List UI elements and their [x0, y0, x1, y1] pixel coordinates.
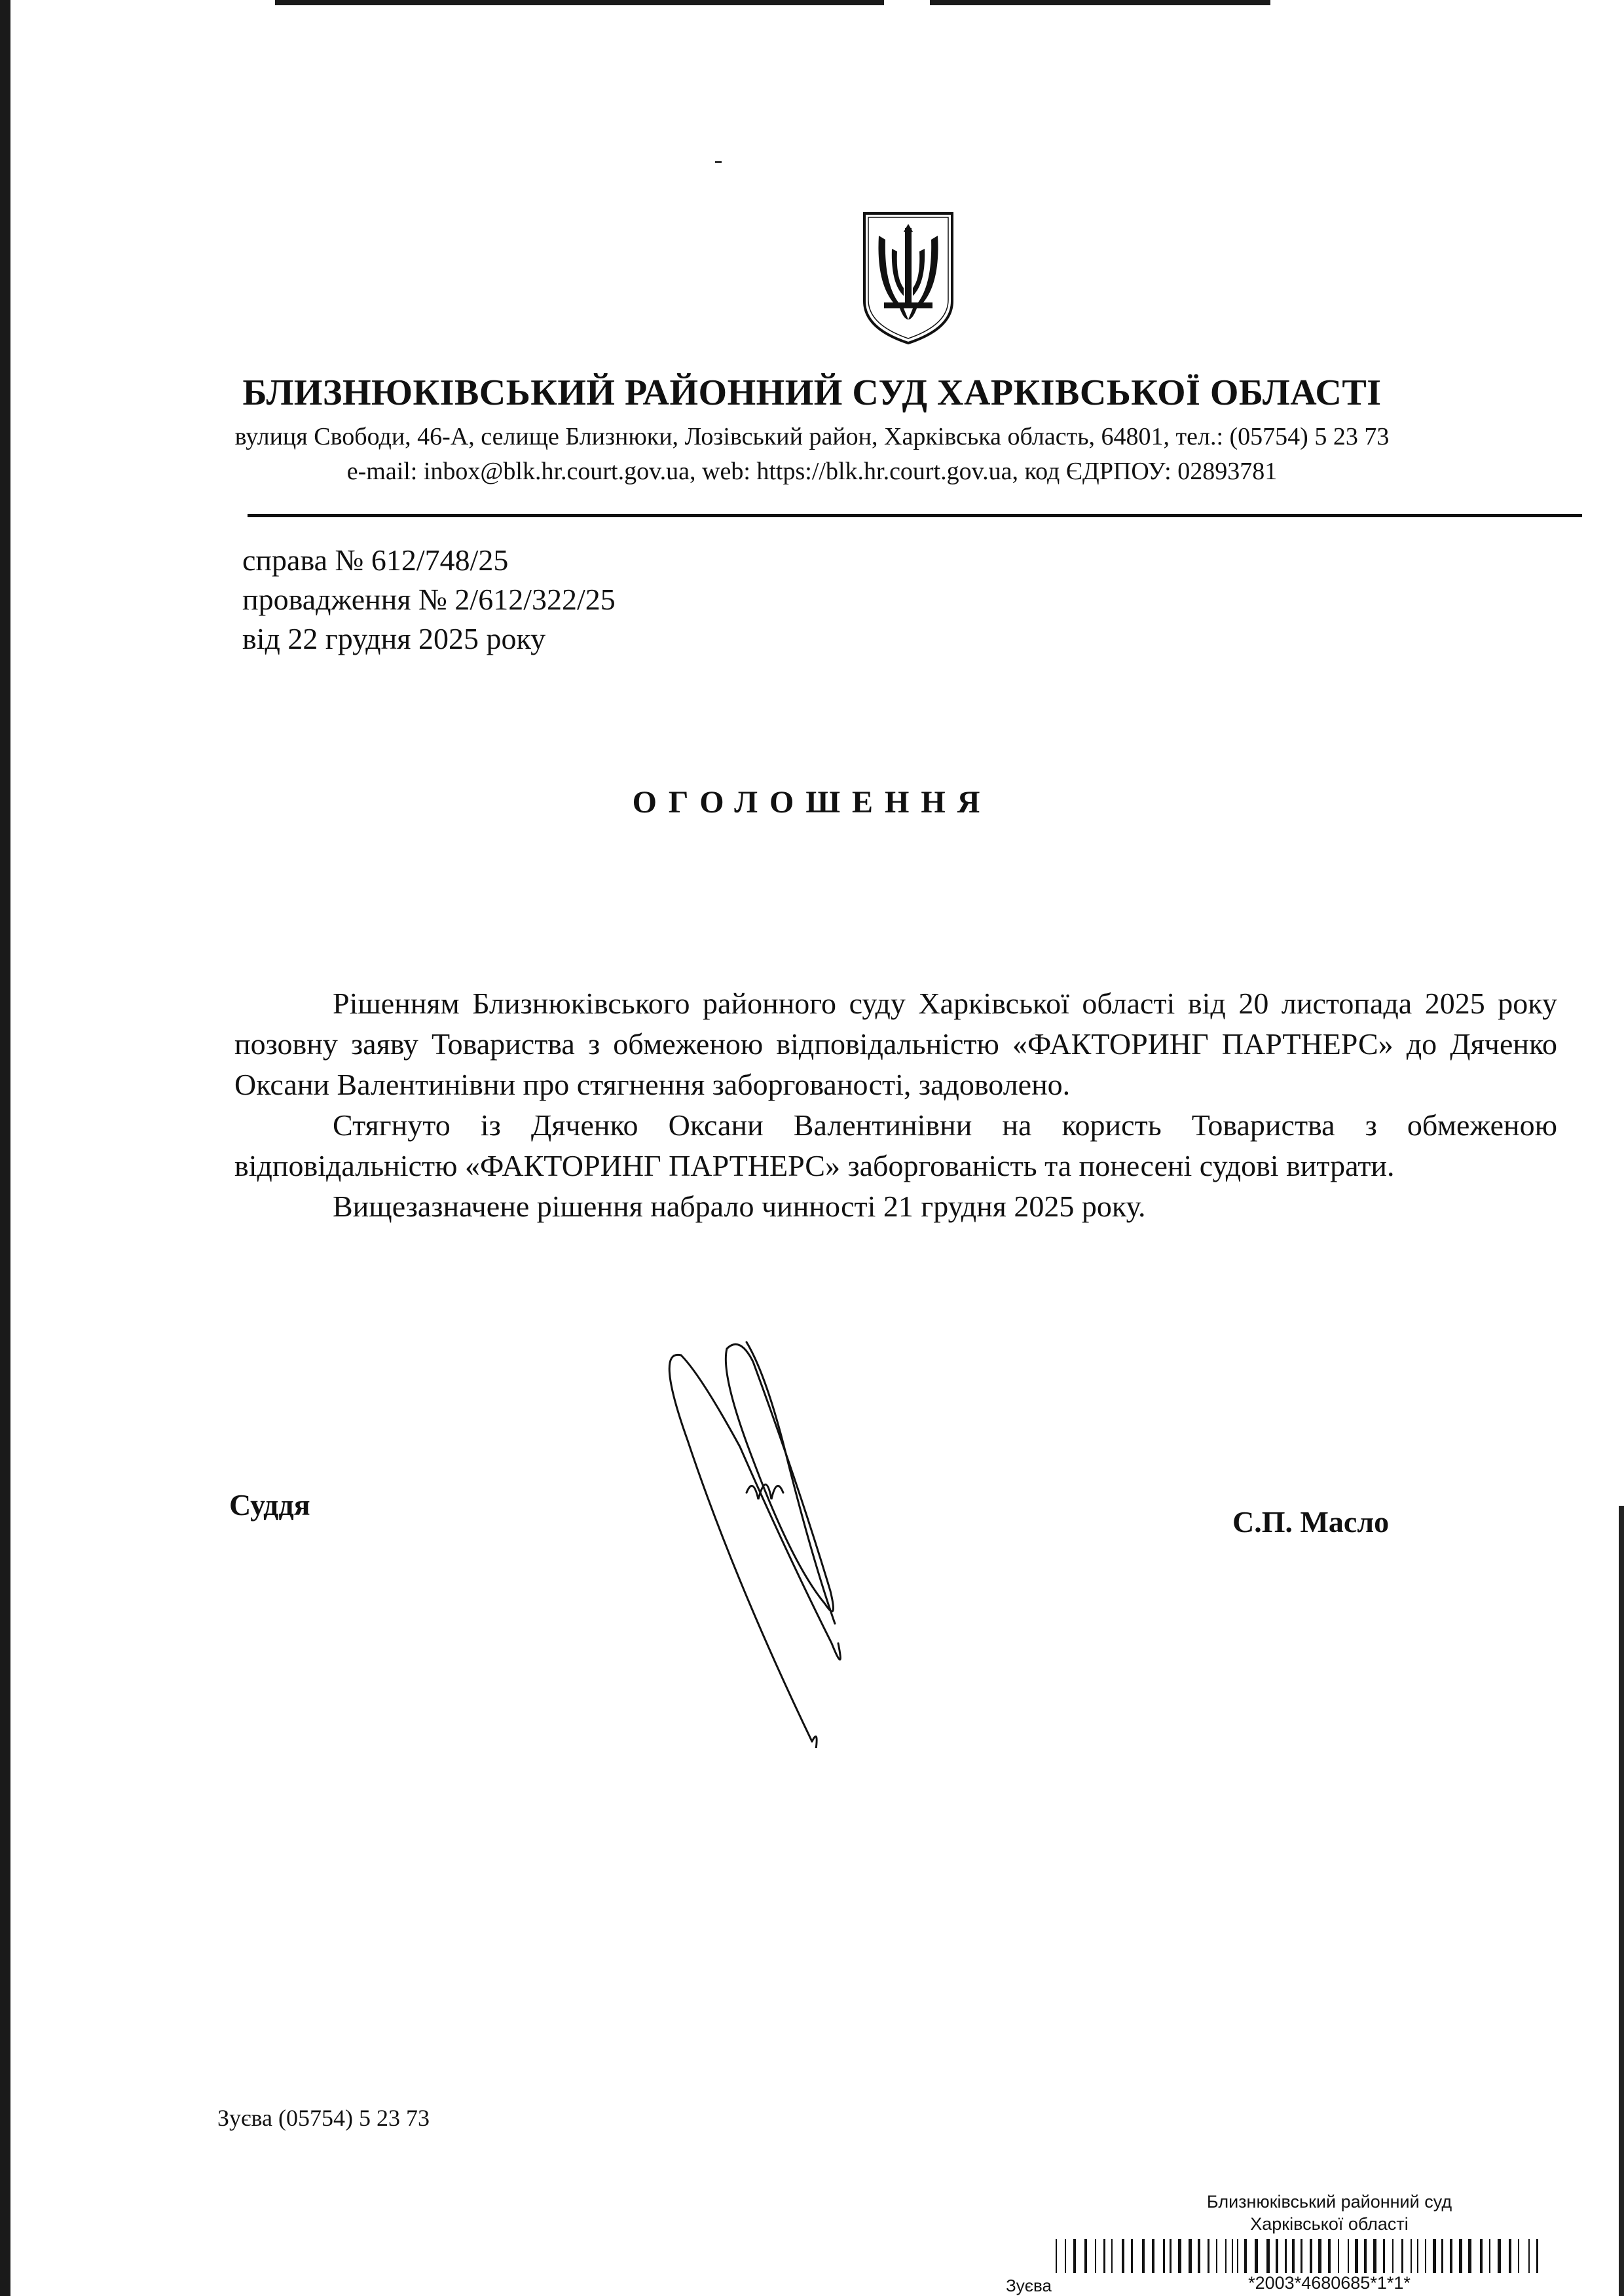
barcode-bar	[1328, 2239, 1331, 2273]
barcode-bar	[1333, 2239, 1336, 2273]
barcode-bar	[1318, 2239, 1321, 2273]
barcode-bar	[1073, 2239, 1076, 2273]
barcode-bar	[1163, 2239, 1165, 2273]
registry-author: Зуєва	[1006, 2276, 1052, 2295]
barcode-bar	[1261, 2239, 1264, 2273]
barcode-bar	[1368, 2239, 1371, 2273]
coat-of-arms-icon	[860, 210, 956, 347]
barcode-bar	[1414, 2239, 1416, 2273]
barcode-bar	[1425, 2239, 1426, 2273]
barcode-bar	[1459, 2239, 1462, 2273]
barcode-bar	[1135, 2239, 1139, 2273]
barcode-bar	[1065, 2239, 1066, 2273]
barcode-bar	[1178, 2239, 1181, 2273]
barcode-bar	[1364, 2239, 1367, 2273]
barcode-bar	[1292, 2239, 1295, 2273]
barcode-bar	[1441, 2239, 1443, 2273]
executor-contact: Зуєва (05754) 5 23 73	[217, 2105, 430, 2131]
barcode-bar	[1324, 2239, 1326, 2273]
barcode-bar	[1518, 2239, 1519, 2273]
barcode-bar	[1528, 2239, 1530, 2273]
announcement-body	[234, 983, 1557, 1227]
barcode-bar	[1464, 2239, 1466, 2273]
barcode-bar	[1383, 2239, 1385, 2273]
barcode-bar	[1373, 2239, 1376, 2273]
barcode-bar	[1297, 2239, 1299, 2273]
barcode-bar	[1514, 2239, 1515, 2273]
barcode-bar	[1107, 2239, 1108, 2273]
barcode-bar	[1059, 2239, 1061, 2273]
barcode-bar	[1170, 2239, 1172, 2273]
barcode-bar	[1388, 2239, 1391, 2273]
barcode-bar	[1115, 2239, 1118, 2273]
barcode-bar	[1454, 2239, 1456, 2273]
barcode-bar	[1498, 2239, 1501, 2273]
scan-edge-left	[0, 0, 10, 2296]
barcode-bar	[1127, 2239, 1130, 2273]
barcode-bar	[1301, 2239, 1302, 2273]
barcode-bar	[1221, 2239, 1224, 2273]
barcode-bar	[1211, 2239, 1213, 2273]
court-contacts: e-mail: inbox@blk.hr.court.gov.ua, web: https://blk.hr.court.gov.ua, код ЄДРПОУ: 02893781	[346, 458, 1278, 485]
barcode-bar	[1234, 2239, 1236, 2273]
judge-role: Суддя	[229, 1488, 310, 1522]
scan-edge-right	[1619, 1506, 1624, 2296]
barcode-bar	[1348, 2239, 1349, 2273]
barcode-bar	[1131, 2239, 1133, 2273]
barcode-bar	[1099, 2239, 1101, 2273]
barcode-bar	[1152, 2239, 1154, 2273]
barcode-bar	[1509, 2239, 1511, 2273]
barcode-bar	[1474, 2239, 1477, 2273]
barcode-bar	[1237, 2239, 1238, 2273]
barcode-bar	[1255, 2239, 1258, 2273]
barcode-bar	[1142, 2239, 1145, 2273]
scan-speck	[715, 161, 722, 163]
barcode-bar	[1280, 2239, 1282, 2273]
barcode-bar	[1485, 2239, 1487, 2273]
registry-barcode	[1056, 2239, 1540, 2273]
court-name: БЛИЗНЮКІВСЬКИЙ РАЙОННИЙ СУД ХАРКІВСЬКОЇ ОБЛАСТІ	[242, 373, 1382, 413]
registry-court-line: Близнюківський районний суд	[1206, 2192, 1452, 2212]
barcode-bar	[1352, 2239, 1354, 2273]
document-date: від 22 грудня 2025 року	[242, 622, 546, 655]
barcode-bar	[1216, 2239, 1217, 2273]
barcode-bar	[1504, 2239, 1507, 2273]
header-divider	[248, 514, 1582, 517]
barcode-bar	[1090, 2239, 1092, 2273]
barcode-bar	[1310, 2239, 1312, 2273]
barcode-bar	[1095, 2239, 1096, 2273]
registry-court-line: Харківської області	[1250, 2214, 1409, 2234]
barcode-bar	[1314, 2239, 1316, 2273]
barcode-bar	[1433, 2239, 1436, 2273]
body-paragraph: Рішенням Близнюківського районного суду Харківської області від 20 листопада 2025 року позовну заяву Товариства з обмеженою відповідальністю «ФАКТОРИНГ ПАРТНЕРС» до Дяченко Оксани Валентинівни про стягнення заборгованості, задоволено.	[234, 987, 1557, 1101]
barcode-bar	[1250, 2239, 1251, 2273]
barcode-bar	[1276, 2239, 1279, 2273]
barcode-bar	[1228, 2239, 1230, 2273]
barcode-bar	[1379, 2239, 1380, 2273]
barcode-bar	[1056, 2239, 1057, 2273]
judge-name: С.П. Масло	[1232, 1505, 1390, 1539]
scan-edge-top	[930, 0, 1270, 5]
barcode-bar	[1285, 2239, 1287, 2273]
barcode-bar	[1122, 2239, 1124, 2273]
barcode-bar	[1422, 2239, 1424, 2273]
barcode-bar	[1437, 2239, 1439, 2273]
barcode-number: *2003*4680685*1*1*	[1248, 2273, 1411, 2293]
barcode-bar	[1411, 2239, 1412, 2273]
registry-stamp-court	[1139, 2191, 1519, 2235]
barcode-bar	[1147, 2239, 1149, 2273]
barcode-bar	[1342, 2239, 1345, 2273]
barcode-bar	[1522, 2239, 1525, 2273]
barcode-bar	[1532, 2239, 1534, 2273]
barcode-bar	[1166, 2239, 1168, 2273]
barcode-bar	[1079, 2239, 1082, 2273]
barcode-bar	[1173, 2239, 1175, 2273]
barcode-bar	[1289, 2239, 1290, 2273]
barcode-bar	[1198, 2239, 1200, 2273]
barcode-bar	[1158, 2239, 1161, 2273]
barcode-bar	[1536, 2239, 1538, 2273]
barcode-bar	[1396, 2239, 1398, 2273]
barcode-bar	[1232, 2239, 1233, 2273]
barcode-bar	[1240, 2239, 1243, 2273]
barcode-bar	[1417, 2239, 1418, 2273]
barcode-bar	[1272, 2239, 1273, 2273]
barcode-bar	[1407, 2239, 1408, 2273]
barcode-bar	[1401, 2239, 1403, 2273]
barcode-bar	[1392, 2239, 1393, 2273]
barcode-bar	[1204, 2239, 1206, 2273]
barcode-bar	[1305, 2239, 1307, 2273]
barcode-bar	[1355, 2239, 1358, 2273]
barcode-bar	[1225, 2239, 1227, 2273]
barcode-bar	[1428, 2239, 1431, 2273]
barcode-bar	[1208, 2239, 1209, 2273]
case-number: справа № 612/748/25	[242, 543, 509, 577]
barcode-bar	[1189, 2239, 1192, 2273]
barcode-bar	[1338, 2239, 1339, 2273]
barcode-bar	[1360, 2239, 1361, 2273]
document-title: ОГОЛОШЕННЯ	[632, 785, 992, 820]
body-paragraph: Стягнуто із Дяченко Оксани Валентинівни на користь Товариства з обмеженою відповідальністю «ФАКТОРИНГ ПАРТНЕРС» заборгованість та понесені судові витрати.	[234, 1108, 1557, 1182]
barcode-bar	[1111, 2239, 1113, 2273]
barcode-bar	[1266, 2239, 1270, 2273]
barcode-bar	[1489, 2239, 1490, 2273]
proceeding-number: провадження № 2/612/322/25	[242, 583, 616, 616]
barcode-bar	[1103, 2239, 1105, 2273]
barcode-bar	[1084, 2239, 1087, 2273]
barcode-bar	[1244, 2239, 1247, 2273]
barcode-bar	[1450, 2239, 1452, 2273]
barcode-bar	[1480, 2239, 1483, 2273]
body-paragraph: Вищезазначене рішення набрало чинності 21 грудня 2025 року.	[333, 1190, 1146, 1223]
barcode-bar	[1468, 2239, 1471, 2273]
barcode-bar	[1193, 2239, 1194, 2273]
handwritten-signature	[661, 1336, 877, 1748]
barcode-bar	[1183, 2239, 1187, 2273]
barcode-bar	[1445, 2239, 1447, 2273]
document-references	[242, 541, 616, 659]
scan-edge-top	[275, 0, 884, 5]
court-address: вулиця Свободи, 46-А, селище Близнюки, Лозівський район, Харківська область, 64801, тел.: (05754) 5 23 73	[234, 423, 1390, 450]
barcode-bar	[1068, 2239, 1071, 2273]
barcode-bar	[1493, 2239, 1496, 2273]
